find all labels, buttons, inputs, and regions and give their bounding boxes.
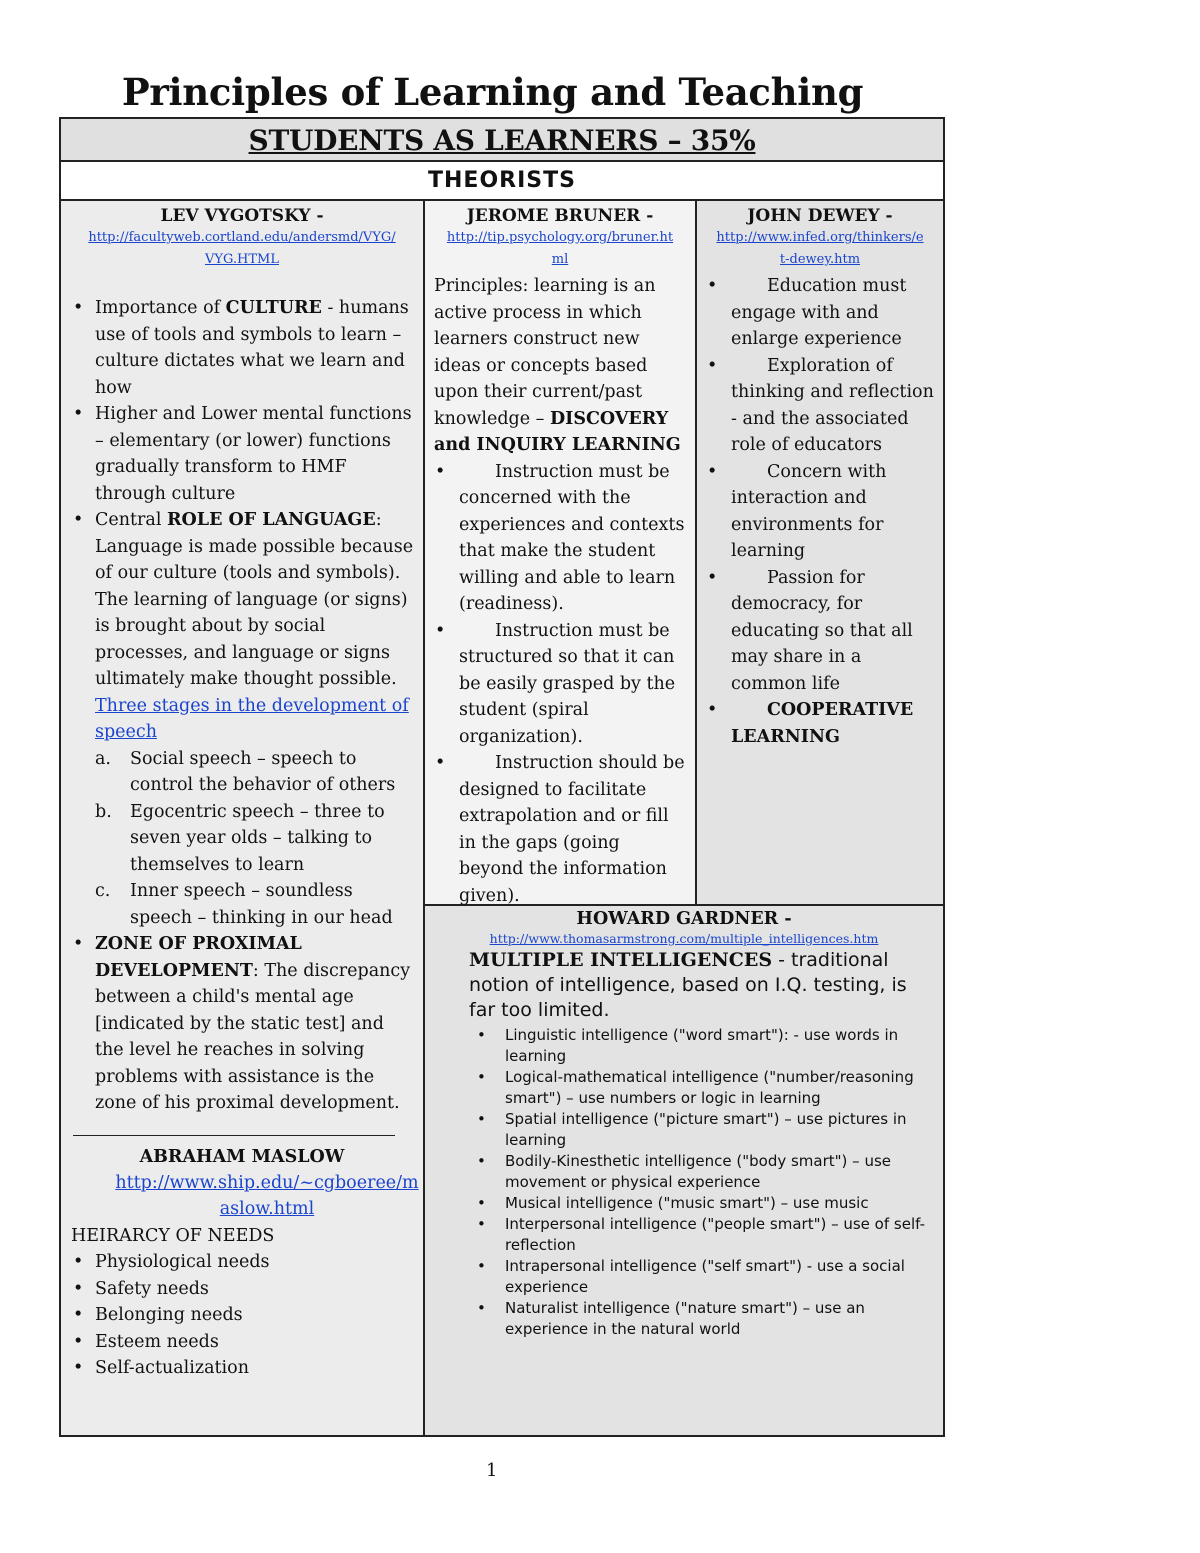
list-item: a. Social speech – speech to control the behavior of others	[95, 748, 396, 795]
gardner-heading: HOWARD GARDNER -	[576, 909, 792, 929]
page-number: 1	[486, 1460, 498, 1481]
document-title: Principles of Learning and Teaching	[121, 70, 864, 114]
maslow-link[interactable]: http://www.ship.edu/~cgboeree/m aslow.html	[115, 1172, 419, 1219]
bruner-link[interactable]: http://tip.psychology.org/bruner.ht ml	[446, 230, 674, 267]
list-item: • Linguistic intelligence ("word smart"): - use words in learning	[469, 1025, 933, 1067]
intelligences-list	[469, 1025, 933, 1340]
maslow-subheading: HEIRARCY OF NEEDS	[71, 1225, 275, 1246]
bruner-bullets	[425, 459, 695, 910]
list-item: • Passion for democracy, for educating so that all may share in a common life	[697, 565, 937, 698]
list-item: • Intrapersonal intelligence ("self smart") - use a social experience	[469, 1256, 933, 1298]
gardner-box	[425, 906, 945, 1437]
list-item: • Safety needs	[61, 1276, 423, 1303]
list-item: • Instruction must be concerned with the experiences and contexts that make the student willing and able to learn (readiness).	[425, 459, 689, 618]
list-item: • Musical intelligence ("music smart") – use music	[469, 1193, 933, 1214]
speech-stages-link[interactable]: Three stages in the development of speech	[95, 695, 409, 742]
list-item: • Naturalist intelligence ("nature smart") – use an experience in the natural world	[469, 1298, 933, 1340]
list-item: • Exploration of thinking and reflection - and the associated role of educators	[697, 353, 937, 459]
list-item: • Physiological needs	[61, 1249, 423, 1276]
list-item: • COOPERATIVE LEARNING	[697, 697, 937, 750]
dewey-column	[697, 201, 945, 906]
list-item: • Esteem needs	[61, 1329, 423, 1356]
list-item: • Logical-mathematical intelligence ("number/reasoning smart") – use numbers or logic in learning	[469, 1067, 933, 1109]
list-item: • Bodily-Kinesthetic intelligence ("body smart") – use movement or physical experience	[469, 1151, 933, 1193]
list-item: • Interpersonal intelligence ("people smart") – use of self-reflection	[469, 1214, 933, 1256]
divider	[73, 1135, 395, 1136]
list-item: • Higher and Lower mental functions – elementary (or lower) functions gradually transform to HMF through culture	[61, 401, 415, 507]
theorists-heading: THEORISTS	[59, 162, 945, 201]
list-item: b. Egocentric speech – three to seven year olds – talking to themselves to learn	[95, 801, 385, 875]
list-item: • Self-actualization	[61, 1355, 423, 1382]
list-item: • Importance of CULTURE - humans use of tools and symbols to learn – culture dictates what we learn and how	[61, 295, 415, 401]
vygotsky-column	[59, 201, 425, 1437]
list-item: • Instruction must be structured so that it can be easily grasped by the student (spiral organization).	[425, 618, 689, 751]
list-item: c. Inner speech – soundless speech – thinking in our head	[95, 881, 393, 928]
maslow-needs-list	[61, 1249, 423, 1382]
list-item: • Spatial intelligence ("picture smart") – use pictures in learning	[469, 1109, 933, 1151]
gardner-link[interactable]: http://www.thomasarmstrong.com/multiple_intelligences.htm	[489, 931, 879, 946]
vygotsky-link[interactable]: http://facultyweb.cortland.edu/andersmd/VYG/ VYG.HTML	[88, 230, 396, 267]
section-heading: STUDENTS AS LEARNERS – 35%	[59, 117, 945, 162]
dewey-link[interactable]: http://www.infed.org/thinkers/e t-dewey.htm	[716, 230, 924, 267]
speech-stages-list	[61, 746, 415, 932]
list-item: • Central ROLE OF LANGUAGE: Language is made possible because of our culture (tools and symbols). The learning of language (or signs) is brought about by social processes, and language or signs ultimately make thought possible. Three stages in the development of speech a. Social speech – speech to control the behavior of others b. Egocentric speech – three to seven year olds – talking to themselves to learn c. Inner speech – soundless speech – thinking in our head	[61, 507, 415, 931]
bruner-column	[425, 201, 697, 906]
gardner-intro: MULTIPLE INTELLIGENCES - traditional notion of intelligence, based on I.Q. testing, is far too limited.	[469, 949, 907, 1021]
dewey-heading: JOHN DEWEY -	[747, 206, 893, 226]
vygotsky-heading: LEV VYGOTSKY -	[160, 206, 324, 226]
list-item: • Concern with interaction and environments for learning	[697, 459, 937, 565]
list-item: • Education must engage with and enlarge experience	[697, 273, 937, 353]
list-item: • ZONE OF PROXIMAL DEVELOPMENT: The discrepancy between a child's mental age [indicated by the static test] and the level he reaches in solving problems with assistance is the zone of his proximal development.	[61, 931, 415, 1117]
dewey-bullets	[697, 273, 943, 750]
vygotsky-bullets	[61, 295, 423, 1117]
bruner-intro: Principles: learning is an active process in which learners construct new ideas or concepts based upon their current/past knowledge – DISCOVERY and INQUIRY LEARNING	[434, 276, 681, 455]
list-item: • Instruction should be designed to facilitate extrapolation and or fill in the gaps (going beyond the information given).	[425, 750, 689, 909]
list-item: • Belonging needs	[61, 1302, 423, 1329]
bruner-heading: JEROME BRUNER -	[466, 206, 654, 226]
maslow-heading: ABRAHAM MASLOW	[139, 1146, 345, 1167]
